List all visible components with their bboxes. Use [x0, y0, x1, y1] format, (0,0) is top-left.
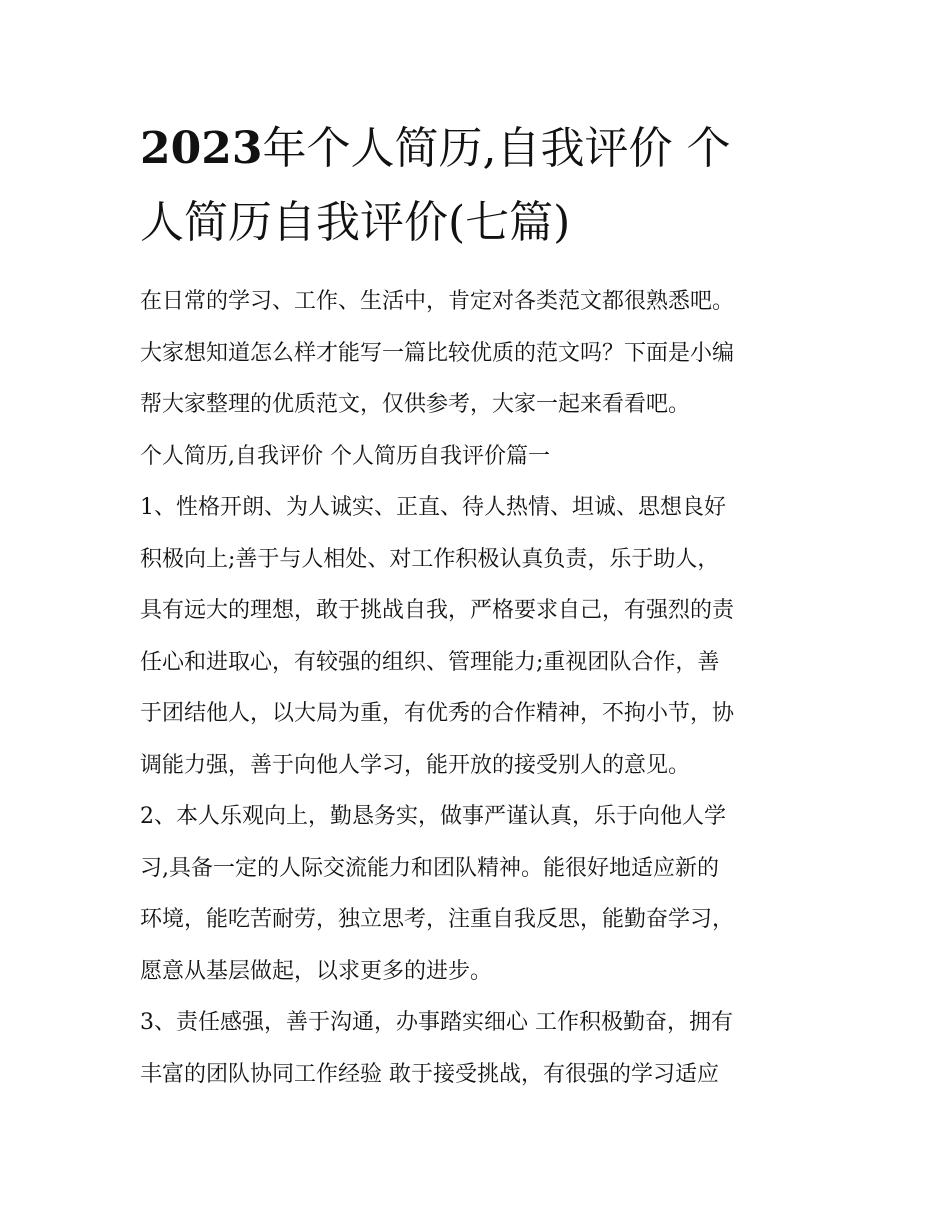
paragraph-line: 于团结他人，以大局为重，有优秀的合作精神，不拘小节，协 [140, 701, 735, 726]
paragraph-line: 习,具备一定的人际交流能力和团队精神。能很好地适应新的 [140, 855, 719, 881]
paragraph-line: 丰富的团队协同工作经验 敢于接受挑战，有很强的学习适应 [140, 1061, 719, 1087]
title-line-1 [140, 112, 820, 186]
paragraph-line: 任心和进取心，有较强的组织、管理能力;重视团队合作，善 [140, 649, 720, 675]
intro-line-1: 在日常的学习、工作、生活中，肯定对各类范文都很熟悉吧。 [140, 289, 735, 314]
document-body [140, 276, 830, 1100]
paragraph-line: 积极向上;善于与人相处、对工作积极认真负责，乐于助人， [140, 546, 720, 572]
paragraph-line: 环境，能吃苦耐劳，独立思考，注重自我反思，能勤奋学习， [140, 907, 735, 932]
title-year: 2023 [140, 123, 263, 174]
paragraph-line: 2、本人乐观向上，勤恳务实，做事严谨认真，乐于向他人学 [140, 804, 726, 829]
title-line-2: 人简历自我评价(七篇) [140, 197, 571, 248]
paragraph-line: 调能力强，善于向他人学习，能开放的接受别人的意见。 [140, 752, 691, 778]
paragraph-line: 1、性格开朗、为人诚实、正直、待人热情、坦诚、思想良好 [140, 495, 726, 520]
paragraph-line: 具有远大的理想，敢于挑战自我，严格要求自己，有强烈的责 [140, 598, 735, 623]
page-title [140, 112, 820, 260]
paragraph-line: 愿意从基层做起，以求更多的进步。 [140, 958, 493, 984]
section-heading: 个人简历,自我评价 个人简历自我评价篇一 [140, 443, 550, 469]
paragraph-line: 3、责任感强，善于沟通，办事踏实细心 工作积极勤奋，拥有 [140, 1010, 733, 1035]
intro-line-2: 大家想知道怎么样才能写一篇比较优质的范文吗？下面是小编 [140, 340, 735, 366]
intro-line-3: 帮大家整理的优质范文，仅供参考，大家一起来看看吧。 [140, 392, 691, 417]
title-line-1-text: 年个人简历,自我评价 个 [262, 123, 731, 174]
